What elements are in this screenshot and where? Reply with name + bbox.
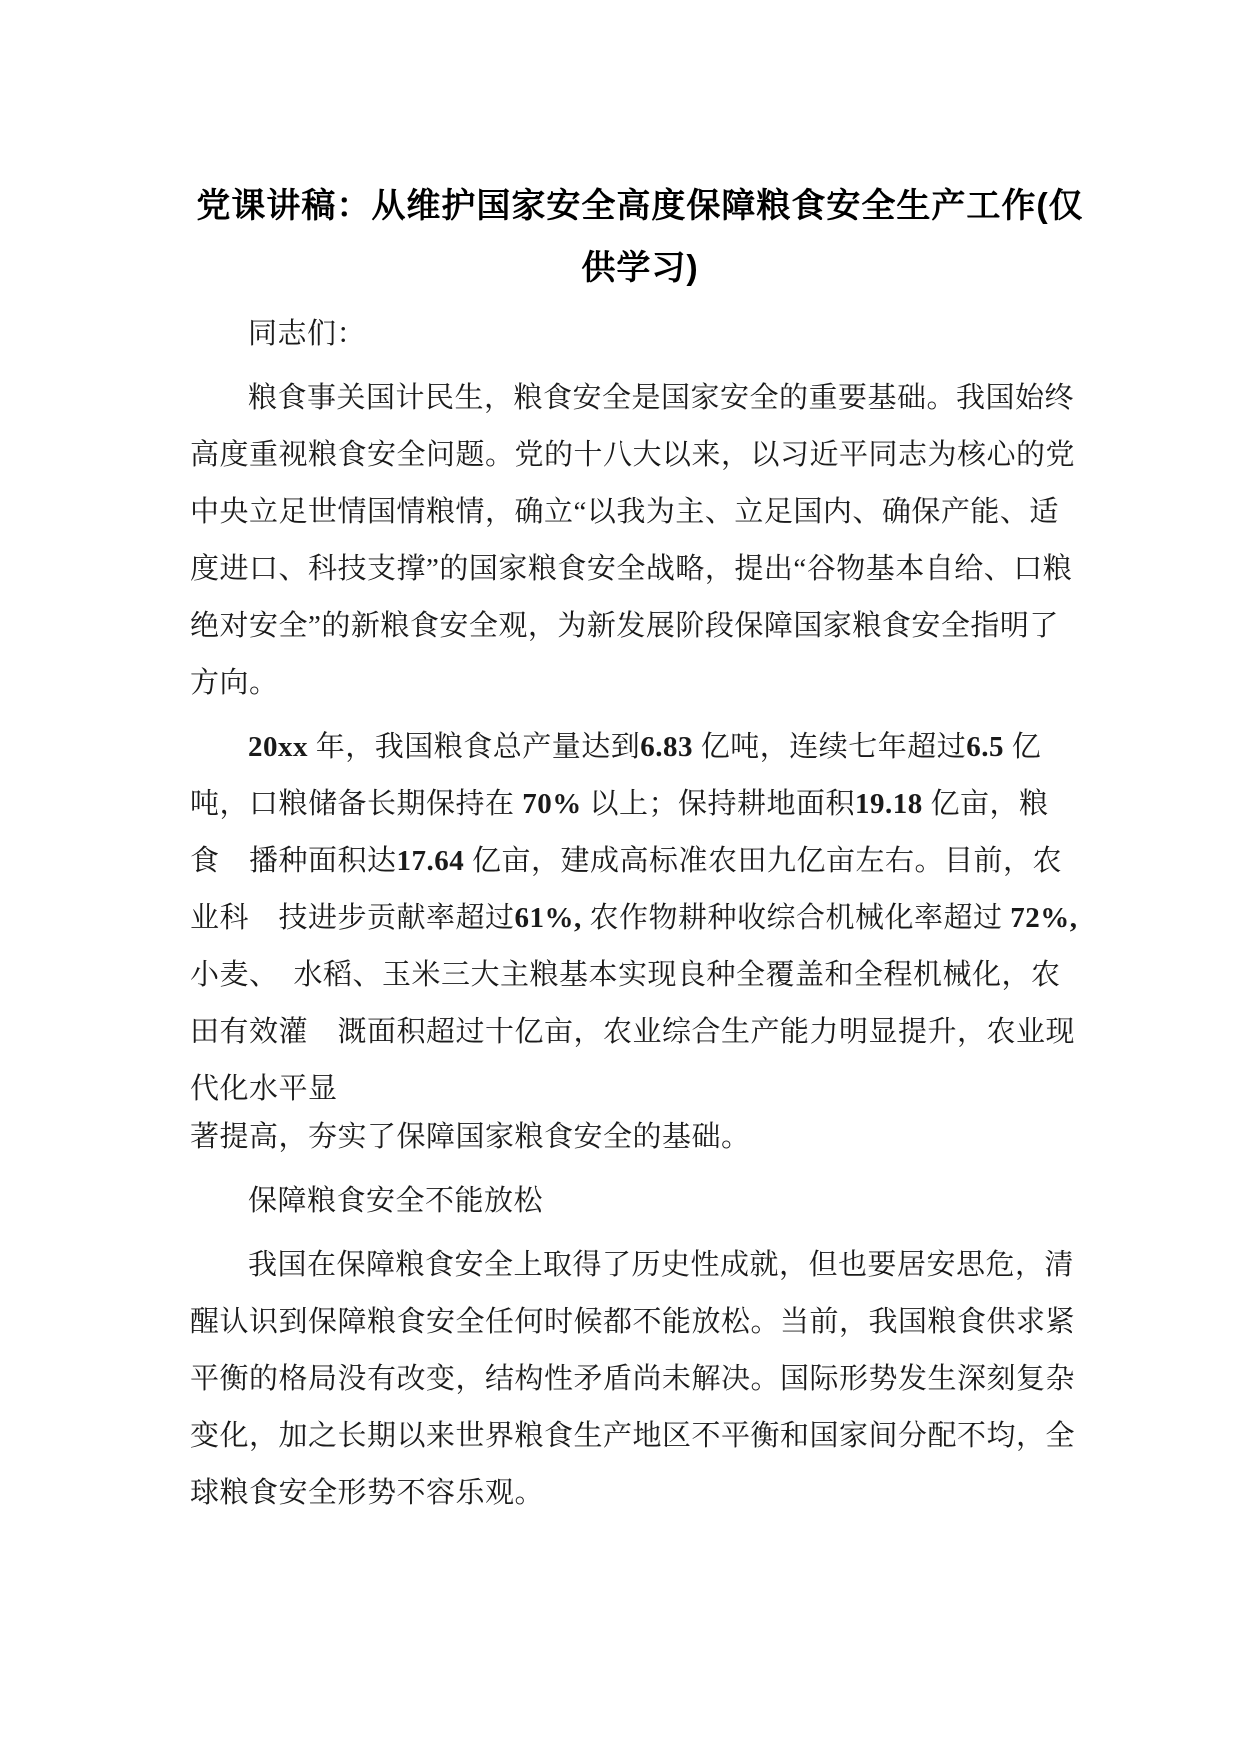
text-line <box>190 1237 1090 1294</box>
text-line <box>190 890 1090 947</box>
text-run-bold: 19.18 <box>855 788 923 820</box>
document-body <box>190 306 1090 1522</box>
text-run: 著提高，夯实了保障国家粮食安全的基础。 <box>190 1121 751 1153</box>
text-line <box>190 1351 1090 1408</box>
text-line <box>190 427 1090 484</box>
text-run-bold: 20xx <box>248 731 308 763</box>
text-line <box>190 655 1090 712</box>
text-line <box>190 1173 1090 1230</box>
text-run: 亿亩，建成高标准农田九亿亩左右。目前，农 <box>464 845 1063 877</box>
text-line <box>190 776 1090 833</box>
text-run: 保障粮食安全不能放松 <box>248 1185 544 1217</box>
text-line <box>190 484 1090 541</box>
text-run: 平衡的格局没有改变，结构性矛盾尚未解决。国际形势发生深刻复杂 <box>190 1363 1076 1395</box>
text-line <box>190 1294 1090 1351</box>
text-run: 同志们： <box>248 318 367 350</box>
text-run: 以上；保持耕地面积 <box>581 788 856 820</box>
text-run: 度进口、科技支撑”的国家粮食安全战略，提出“谷物基本自给、口粮 <box>190 553 1073 585</box>
text-line <box>190 719 1090 776</box>
text-run: 高度重视粮食安全问题。党的十八大以来，以习近平同志为核心的党 <box>190 439 1076 471</box>
text-run: 方向。 <box>190 667 279 699</box>
text-run-bold: 17.64 <box>396 845 465 877</box>
text-run: 我国在保障粮食安全上取得了历史性成就，但也要居安思危，清 <box>248 1249 1075 1281</box>
text-run: 粮食事关国计民生，粮食安全是国家安全的重要基础。我国始终 <box>248 382 1075 414</box>
text-run: 农作物耕种收综合机械化率超过 <box>581 902 1011 934</box>
text-run: 亿吨，连续七年超过 <box>693 731 967 763</box>
document-title <box>190 0 1090 299</box>
text-run: 食 播种面积达 <box>190 845 397 877</box>
text-line <box>190 306 1090 363</box>
title-line-2: 供学习) <box>581 249 699 287</box>
text-run-bold: 70% <box>522 788 582 820</box>
text-line <box>190 833 1090 890</box>
text-run-bold: 72%, <box>1010 902 1078 934</box>
text-line <box>190 1408 1090 1465</box>
text-line <box>190 1465 1090 1522</box>
text-line <box>190 1004 1090 1061</box>
text-run: 小麦、 水稻、玉米三大主粮基本实现良种全覆盖和全程机械化，农 <box>190 959 1061 991</box>
text-run-bold: 6.83 <box>640 731 694 763</box>
text-line <box>190 598 1090 655</box>
text-run: 球粮食安全形势不容乐观。 <box>190 1477 545 1509</box>
text-run-bold: 6.5 <box>966 731 1005 763</box>
text-run: 绝对安全”的新粮食安全观，为新发展阶段保障国家粮食安全指明了 <box>190 610 1059 642</box>
text-line <box>190 947 1090 1004</box>
text-run: 醒认识到保障粮食安全任何时候都不能放松。当前，我国粮食供求紧 <box>190 1306 1076 1338</box>
text-line <box>190 370 1090 427</box>
text-run: 中央立足世情国情粮情，确立“以我为主、立足国内、确保产能、适 <box>190 496 1059 528</box>
text-run-bold: 61%, <box>514 902 582 934</box>
text-run: 吨，口粮储备长期保持在 <box>190 788 523 820</box>
text-run: 亿亩，粮 <box>922 788 1049 820</box>
text-run: 业科 技进步贡献率超过 <box>190 902 515 934</box>
text-line <box>190 1109 1090 1166</box>
text-run: 变化，加之长期以来世界粮食生产地区不平衡和国家间分配不均，全 <box>190 1420 1076 1452</box>
text-run: 田有效灌 溉面积超过十亿亩，农业综合生产能力明显提升，农业现 <box>190 1016 1076 1048</box>
text-run: 亿 <box>1004 731 1042 763</box>
title-line-1: 党课讲稿：从维护国家安全高度保障粮食安全生产工作(仅 <box>196 187 1084 225</box>
text-line <box>190 541 1090 598</box>
text-run: 代化水平显 <box>190 1073 338 1105</box>
text-run: 年，我国粮食总产量达到 <box>308 731 641 763</box>
